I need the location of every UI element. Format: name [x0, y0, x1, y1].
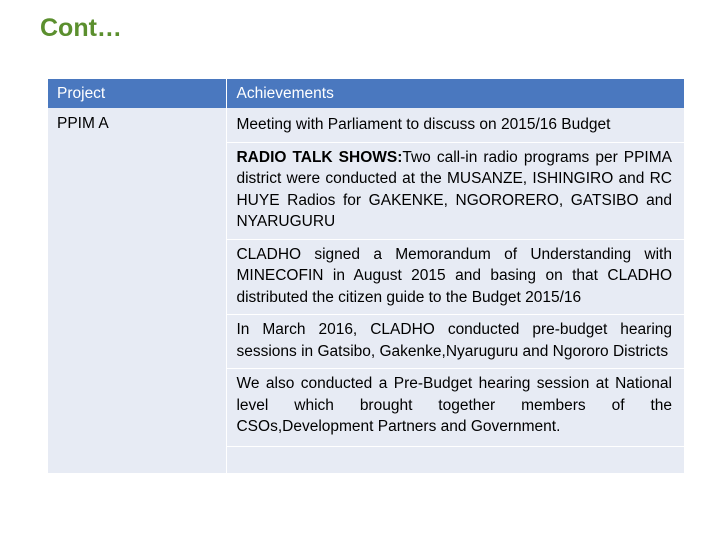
project-cell	[48, 108, 227, 473]
achievement-text: Meeting with Parliament to discuss on 2015/16 Budget	[236, 116, 611, 133]
achievement-text: CLADHO signed a Memorandum of Understanding with MINECOFIN in August 2015 and basing on that CLADHO distributed the citizen guide to the Budget 2015/16	[236, 245, 672, 306]
radio-talk-shows-label: RADIO TALK SHOWS:	[236, 148, 403, 166]
achievements-table	[48, 79, 684, 474]
slide-title: Cont…	[40, 14, 122, 42]
achievement-text: Two call-in radio programs per PPIMA district were conducted at the MUSANZE, ISHINGIRO and RC HUYE Radios for GAKENKE, NGORORERO, GATSIBO and NYARUGURU	[236, 148, 672, 230]
achievement-text: We also conducted a Pre-Budget hearing session at National level which brought together members of the CSOs,Development Partners and Government.	[236, 375, 672, 435]
achievement-text: In March 2016, CLADHO conducted pre-budget hearing sessions in Gatsibo, Gakenke,Nyaruguru and Ngororo Districts	[236, 321, 672, 360]
achievement-cell	[227, 239, 684, 315]
achievement-cell	[227, 315, 684, 369]
achievement-text-wrap	[227, 143, 684, 239]
achievement-cell	[227, 108, 684, 142]
table-header-row	[48, 79, 684, 108]
achievement-cell	[227, 142, 684, 239]
project-name: PPIM A	[57, 115, 109, 132]
empty-cell	[227, 446, 684, 473]
header-achievements: Achievements	[227, 79, 684, 108]
achievement-cell	[227, 369, 684, 447]
table-row	[48, 108, 684, 142]
header-project: Project	[48, 79, 227, 108]
